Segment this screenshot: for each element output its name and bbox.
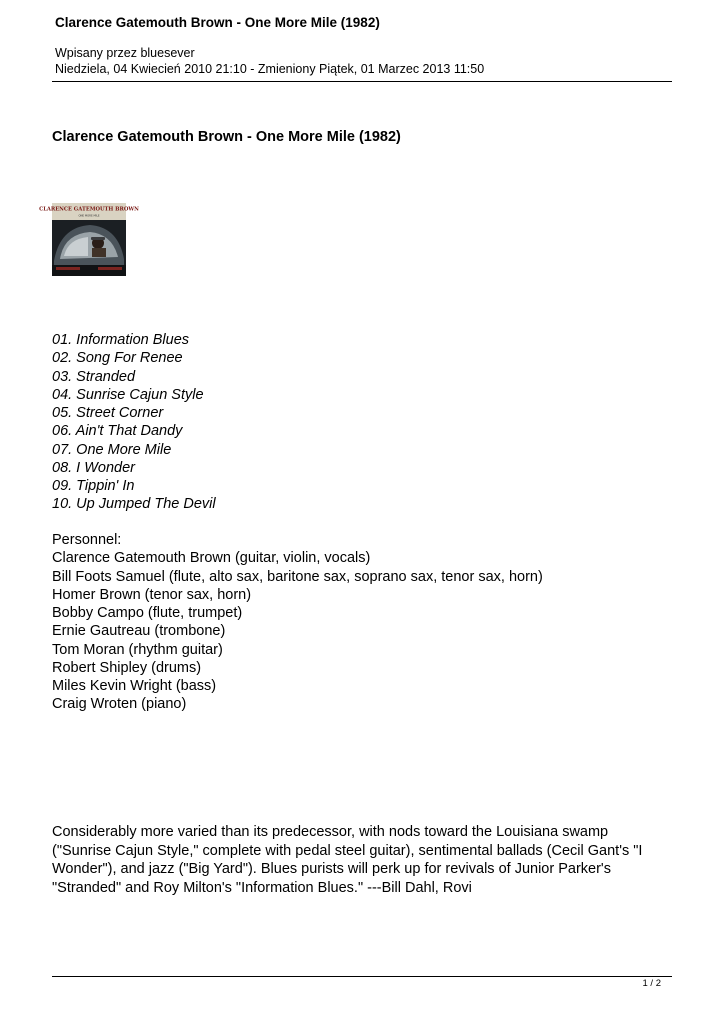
personnel-item: Ernie Gautreau (trombone) xyxy=(52,623,226,640)
track-item: 05. Street Corner xyxy=(52,405,164,421)
personnel-heading: Personnel: xyxy=(52,532,122,548)
footer-divider xyxy=(52,976,672,977)
page-number: 1 / 2 xyxy=(642,978,661,989)
dates-line: Niedziela, 04 Kwiecień 2010 21:10 - Zmieniony Piątek, 01 Marzec 2013 11:50 xyxy=(55,62,485,76)
author-line: Wpisany przez bluesever xyxy=(55,46,195,60)
album-cover-image xyxy=(39,203,139,276)
header-divider xyxy=(52,81,672,82)
page-header-title: Clarence Gatemouth Brown - One More Mile (1982) xyxy=(55,15,380,30)
personnel-item: Bill Foots Samuel (flute, alto sax, baritone sax, soprano sax, tenor sax, horn) xyxy=(52,568,543,585)
personnel-item: Craig Wroten (piano) xyxy=(52,696,187,713)
personnel-item: Miles Kevin Wright (bass) xyxy=(52,678,217,694)
track-item: 03. Stranded xyxy=(52,368,136,385)
personnel-item: Clarence Gatemouth Brown (guitar, violin, vocals) xyxy=(52,550,371,567)
personnel-item: Bobby Campo (flute, trumpet) xyxy=(52,605,243,621)
article-title: Clarence Gatemouth Brown - One More Mile (1982) xyxy=(52,129,401,145)
cover-artist-text: CLARENCE GATEMOUTH BROWN xyxy=(39,206,139,213)
track-item: 04. Sunrise Cajun Style xyxy=(52,386,204,403)
track-item: 08. I Wonder xyxy=(52,459,136,476)
track-item: 09. Tippin' In xyxy=(52,478,135,494)
personnel-section xyxy=(52,531,543,714)
track-item: 07. One More Mile xyxy=(52,441,172,458)
personnel-item: Robert Shipley (drums) xyxy=(52,659,202,676)
review-paragraph: Considerably more varied than its predecessor, with nods toward the Louisiana swamp ("Sunrise Cajun Style," complete with pedal steel guitar), sentimental ballads (Cecil Gant's "I Wonder"), and jazz ("Big Yard"). Blues purists will perk up for revivals of Junior Parker's "Stranded" and Roy Milton's "Information Blues." ---Bill Dahl, Rovi xyxy=(52,824,643,896)
personnel-item: Tom Moran (rhythm guitar) xyxy=(52,641,223,658)
personnel-item: Homer Brown (tenor sax, horn) xyxy=(52,586,252,603)
tracklist xyxy=(52,331,216,514)
track-item: 02. Song For Renee xyxy=(52,350,183,367)
track-item: 01. Information Blues xyxy=(52,332,190,348)
track-item: 06. Ain't That Dandy xyxy=(52,423,183,440)
track-item: 10. Up Jumped The Devil xyxy=(52,496,216,513)
cover-album-text: ONE MORE MILE xyxy=(78,214,100,218)
